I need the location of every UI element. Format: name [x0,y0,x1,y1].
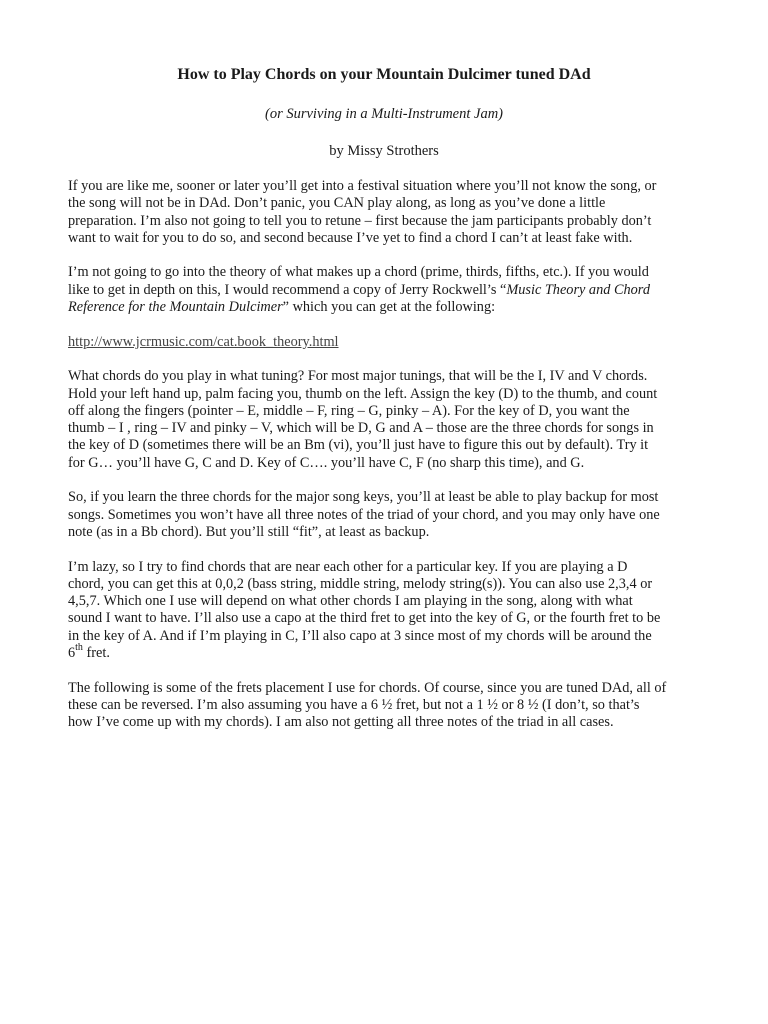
text-line: sound I want to have. I’ll also use a capo at the third fret to get into the key of G, or the fourth fret to be [68,610,661,627]
text-line: If you are like me, sooner or later you’ll get into a festival situation where you’ll not know the song, or [68,178,657,194]
text-line: how I’ve come up with my chords). I am also not getting all three notes of the triad in all cases. [68,714,614,731]
page-title: How to Play Chords on your Mountain Dulcimer tuned DAd [177,66,591,83]
paragraph-chords [68,368,728,472]
book-link[interactable]: http://www.jcrmusic.com/cat.book_theory.html [68,333,339,350]
author-byline: by Missy Strothers [329,143,439,159]
text-line: thumb – I , ring – IV and pinky – V, which will be D, G and A – those are the three chords for songs in [68,420,654,437]
text-line: the song will not be in DAd. Don’t panic, you CAN play along, as long as you’ve done a little [68,195,606,212]
paragraph-major-keys [68,489,728,541]
text-line [68,642,728,662]
ordinal-suffix: th [75,642,83,654]
text-line [68,282,728,299]
text-line: chord, you can get this at 0,0,2 (bass string, middle string, melody string(s)). You can also use 2,3,4 or [68,575,653,592]
text-line: What chords do you play in what tuning? For most major tunings, that will be the I, IV and V chords. [68,368,648,385]
paragraph-theory [68,264,728,316]
paragraph-capo [68,559,728,663]
book-title-part: Reference for the Mountain Dulcimer [68,299,283,316]
text-line: off along the fingers (pointer – E, middle – F, ring – G, pinky – A). For the key of D, you want the [68,402,630,419]
text-fragment: like to get in depth on this, I would recommend a copy of Jerry Rockwell’s “ [68,281,507,298]
paragraph-intro [68,178,728,247]
text-fragment: fret. [82,645,110,662]
paragraph-link [68,334,728,351]
text-line: the key of D (sometimes there will be an Bm (vi), you’ll just have to figure this out by default). Try it [68,437,649,454]
document-body [68,178,728,749]
text-line: in the key of A. And if I’m playing in C, I’ll also capo at 3 since most of my chords will be around the [68,627,652,644]
text-line [68,299,728,316]
text-line: 4,5,7. Which one I use will depend on what other chords I am playing in the song, along with what [68,593,633,610]
book-title-part: Music Theory and Chord [506,281,650,298]
text-line: songs. Sometimes you won’t have all three notes of the triad of your chord, and you may only have one [68,506,660,523]
text-line: want to wait for you to do so, and second because I’ve yet to find a chord I can’t at least fake with. [68,229,633,246]
text-line: The following is some of the frets placement I use for chords. Of course, since you are tuned DAd, all of [68,679,667,696]
text-line: note (as in a Bb chord). But you’ll still “fit”, at least as backup. [68,523,430,540]
page-subtitle: (or Surviving in a Multi-Instrument Jam) [264,106,503,122]
text-line: So, if you learn the three chords for the major song keys, you’ll at least be able to play backup for most [68,489,659,506]
text-line: for G… you’ll have G, C and D. Key of C…. you’ll have C, F (no sharp this time), and G. [68,454,585,471]
text-line: Hold your left hand up, palm facing you, thumb on the left. Assign the key (D) to the thumb, and count [68,385,658,402]
text-line: these can be reversed. I’m also assuming you have a 6 ½ fret, but not a 1 ½ or 8 ½ (I don’t, so that’s [68,696,640,713]
text-line: I’m not going to go into the theory of what makes up a chord (prime, thirds, fifths, etc.). If you would [68,264,649,281]
paragraph-fret-placement [68,680,728,732]
text-line: I’m lazy, so I try to find chords that are near each other for a particular key. If you are playing a D [68,558,628,575]
text-fragment: ” which you can get at the following: [282,299,496,316]
text-line: preparation. I’m also not going to tell you to retune – first because the jam participants probably don’t [68,212,652,229]
fret-number: 6 [68,645,76,662]
